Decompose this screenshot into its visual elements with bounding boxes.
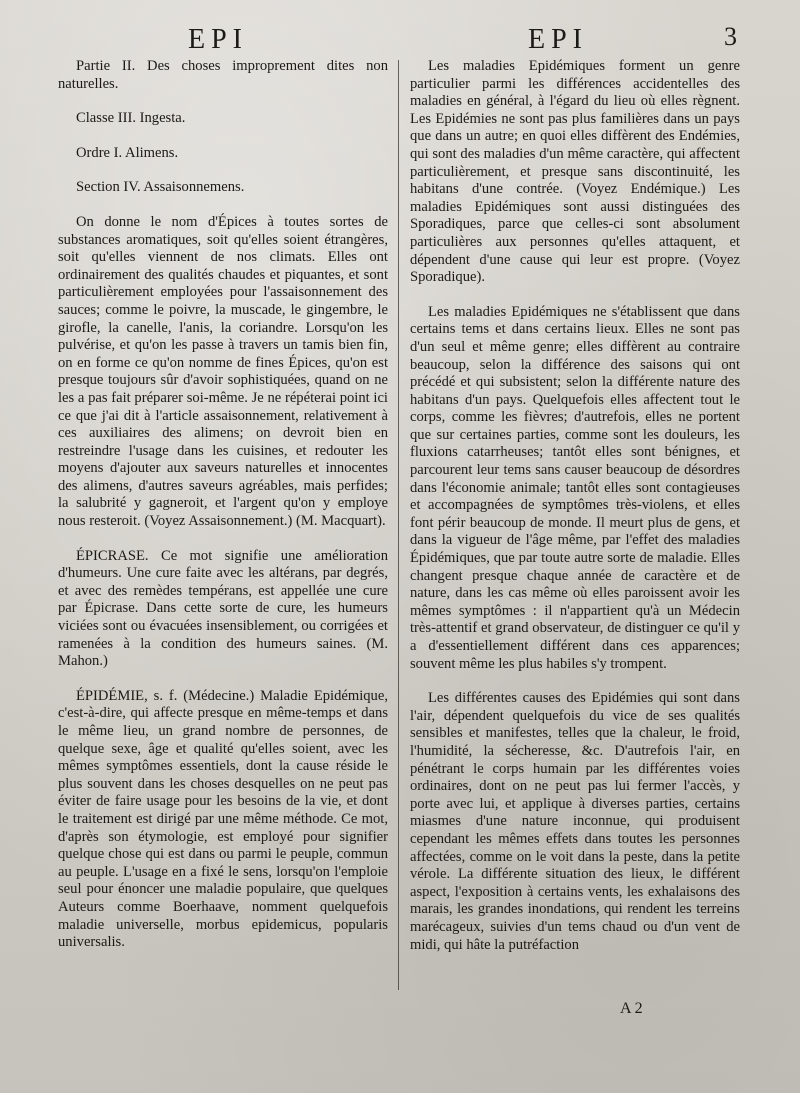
classe-heading: Classe III. Ingesta. — [76, 110, 186, 127]
header-right-word: EPI — [528, 24, 588, 55]
left-column — [58, 58, 388, 952]
epicrase-entry: ÉPICRASE. Ce mot signifie une amélioration d'humeurs. Une cure faite avec les altérans, par degrés, et avec des remèdes tempérans, est appellée une cure par Épicrase. Dans cette sorte de cure, les humeurs viciées sont ou évacuées insensiblement, ou corrigées et ramenées à la condition des humeurs saines. (M. Mahon.) — [58, 547, 388, 670]
column-divider — [398, 60, 399, 990]
running-header — [0, 24, 800, 58]
section-heading: Section IV. Assaisonnemens. — [76, 179, 245, 196]
epidemie-paragraph-1: Les maladies Epidémiques forment un genre particulier parmi les différences accidentelles des maladies en général, à l'égard du lieu où elles règnent. Les Epidémies ne sont pas plus familières dans un pays que dans un autre; en quoi elles diffèrent des Endémies, qui sont des maladies d'un même caractère, qui affectent particulièrement, et presque sans discontinuité, les habitans d'une contrée. (Voyez Endémique.) Les maladies Epidémiques sont aussi distinguées des Sporadiques, parce que celles-ci sont absolument particulières aux personnes qu'elles attaquent, et dépendent d'une cause qui leur est propre. (Voyez Sporadique). — [410, 58, 740, 286]
epidemie-paragraph-3: Les différentes causes des Epidémies qui sont dans l'air, dépendent quelquefois du vice de ses qualités sensibles et manifestes, telles que la chaleur, le froid, l'humidité, la sécheresse, &c. D'autrefois l'air, en pénétrant le corps humain par les différentes voies ordinaires, dont on ne peut pas lui fermer l'accès, y porte avec lui, et applique à diverses parties, certains miasmes d'une nature inconnue, qui produisent cependant les mêmes effets dans toutes les personnes affectées, comme on le voit dans la peste, dans la petite vérole. La différente situation des lieux, le différent aspect, l'exposition à certains vents, les exhalaisons des marais, les grandes inondations, qui rendent les terreins marécageux, suivies d'un tems chaud ou d'un vent de midi, qui hâte la putréfaction — [410, 690, 740, 953]
signature-mark: A 2 — [620, 1000, 643, 1017]
page-number: 3 — [724, 22, 737, 51]
epices-paragraph: On donne le nom d'Épices à toutes sortes de substances aromatiques, soit qu'elles soient étrangères, soit qu'elles viennent de nos climats. Elles ont ordinairement des qualités chaudes et piquantes, et sont particulièrement employées pour l'assaisonnement des sauces; comme le poivre, la muscade, le gingembre, le girofle, la canelle, l'anis, la coriandre. Lorsqu'on les pulvérise, et qu'on les passe à travers un tamis bien fin, on en forme ce qu'on nomme de fines Épices, qu'on est presque toujours sûr d'avoir sophistiquées, quand on ne les a pas fait préparer soi-même. Je ne répéterai point ici ce que j'ai dit à l'article assaisonnement, relativement à ces auxiliaires des alimens; on devroit bien en restreindre l'usage dans les cuisines, et redouter les moyens d'ajouter aux saveurs naturelles et innocentes des alimens, d'autres saveurs agréables, mais perfides; la salubrité y gagneroit, et l'argent qu'on y employe nous resteroit. (Voyez Assaisonnement.) (M. Macquart). — [58, 213, 388, 530]
ordre-heading: Ordre I. Alimens. — [76, 144, 179, 161]
right-column — [410, 58, 740, 954]
epidemie-paragraph-2: Les maladies Epidémiques ne s'établissent que dans certains tems et dans certains lieux. Elles ne sont pas d'un seul et même genre; elles diffèrent au contraire beaucoup, selon la différence des saisons qui ont précédé et qui subsistent; selon la différente nature des habitans d'un pays. Quelquefois elles affectent tout le corps, comme les fièvres; d'autrefois, elles ne portent que sur certaines parties, comme sont les douleurs, les fluxions catarrheuses; tantôt elles sont bénignes, et parcourent leur tems sans causer beaucoup de désordres dans l'économie animale; tantôt elles sont contagieuses et accompagnées de symptômes très-violens, et elles font périr beaucoup de monde. Il meurt plus de gens, et dans la vigueur de l'âge même, par l'effet des maladies Épidémiques, que par toute autre sorte de maladie. Elles changent presque chaque année de caractère et de nature, dans les cas même où elles paroissent avoir les mêmes symptômes : il n'appartient qu'à un Médecin très-attentif et grand observateur, de distinguer ce qu'il y a d'essentiellement différent dans ces apparences; souvent même les plus habiles s'y trompent. — [410, 303, 740, 672]
partie-heading: Partie II. Des choses improprement dites non naturelles. — [58, 58, 388, 92]
epidemie-entry: ÉPIDÉMIE, s. f. (Médecine.) Maladie Epidémique, c'est-à-dire, qui affecte presque en même-temps et dans le même lieu, un grand nombre de personnes, de quelque sexe, âge et qualité qu'elles soient, avec les mêmes symptômes essentiels, dont la cause réside le plus souvent dans les choses desquelles on ne peut pas éviter de faire usage pour les besoins de la vie, et dont le traitement est dirigé par une même méthode. Ce mot, d'après son étymologie, est employé pour signifier quelque chose qui est dans ou parmi le peuple, commun au peuple. L'usage en a fixé le sens, lorsqu'on l'emploie seul pour énoncer une maladie populaire, que quelques Auteurs comme Boerhaave, nomment quelquefois maladie universelle, morbus epidemicus, popularis universalis. — [58, 687, 388, 951]
header-left-word: EPI — [188, 24, 248, 55]
